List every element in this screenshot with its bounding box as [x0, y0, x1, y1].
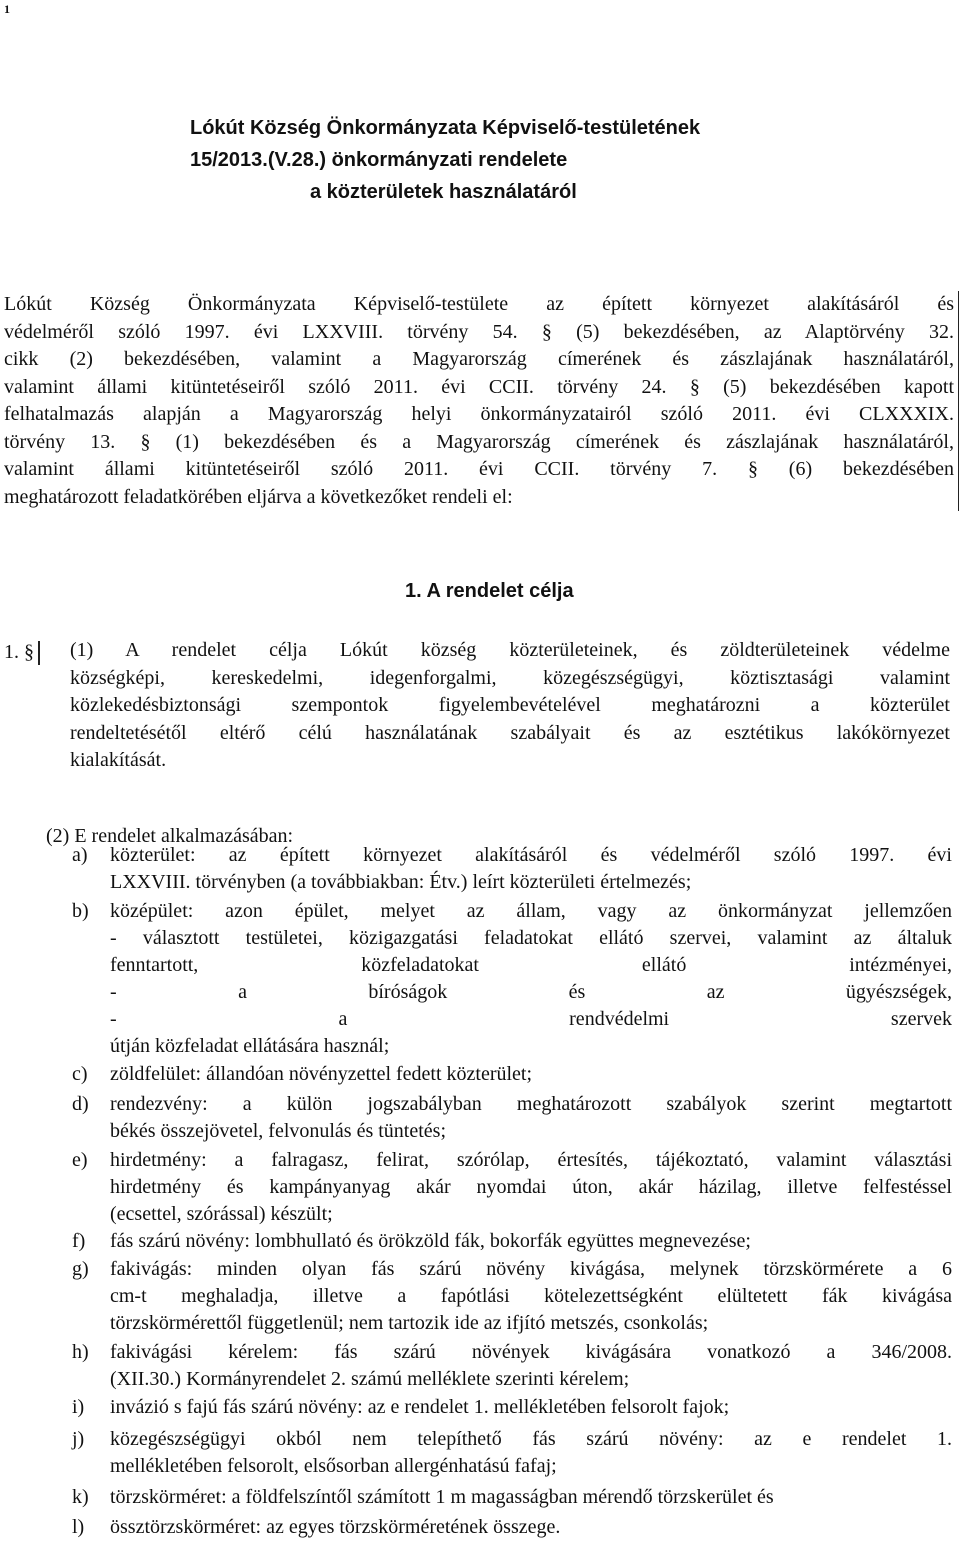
- definition-label: f): [72, 1230, 86, 1252]
- paragraph-line: közlekedésbiztonsági szempontok figyelembevételével meghatározni a közterület: [70, 694, 950, 716]
- definition-line: hirdetmény és kampányanyag akár nyomdai úton, akár házilag, illetve felfestéssel: [110, 1176, 952, 1198]
- definition-line: (XII.30.) Kormányrendelet 2. számú melléklete szerinti kérelem;: [110, 1368, 630, 1390]
- definition-line: mellékletében felsorolt, elsősorban allergénhatású fafaj;: [110, 1455, 557, 1477]
- definition-line: fakivágás: minden olyan fás szárú növény kivágása, melynek törzskörmérete a 6: [110, 1258, 952, 1280]
- definition-line: zöldfelület: állandóan növényzettel fedett közterület;: [110, 1063, 533, 1085]
- paragraph-line: rendeltetésétől eltérő célú használatának szabályait és az esztétikus lakókörnyezet: [70, 721, 950, 744]
- preamble-line: Lókút Község Önkormányzata Képviselő-testülete az épített környezet alakításáról és: [4, 293, 954, 315]
- definition-label: i): [72, 1396, 85, 1418]
- definition-label: j): [72, 1428, 85, 1450]
- paragraph-1: [70, 637, 950, 775]
- definition-line: fás szárú növény: lombhullató és örökzöld fák, bokorfák együttes megnevezése;: [110, 1230, 751, 1252]
- definition-label: b): [72, 900, 89, 922]
- paragraph-2-heading: (2) E rendelet alkalmazásában:: [46, 825, 294, 847]
- definition-line: össztörzskörméret: az egyes törzskörméretének összege.: [110, 1516, 561, 1538]
- preamble-line: valamint állami kitüntetéseiről szóló 2011. évi CCII. törvény 24. § (5) bekezdésében kapott: [4, 375, 954, 398]
- preamble: [4, 291, 959, 511]
- definition-label: g): [72, 1258, 89, 1280]
- definition-line: közterület: az épített környezet alakításáról és védelméről szóló 1997. évi: [110, 844, 952, 866]
- definition-label: h): [72, 1341, 89, 1363]
- definition-line: középület: azon épület, melyet az állam, vagy az önkormányzat jellemzően: [110, 900, 952, 922]
- paragraph-line: községképi, kereskedelmi, idegenforgalmi, közegészségügyi, köztisztasági valamint: [70, 666, 950, 689]
- definition-item: [72, 1484, 952, 1511]
- definition-item: [72, 1514, 952, 1541]
- definition-line: (ecsettel, szórással) készült;: [110, 1203, 333, 1225]
- definition-item: [72, 1147, 952, 1228]
- paragraph-number: [4, 641, 40, 665]
- definition-line: - választott testületei, közigazgatási feladatokat ellátó szervei, valamint az általuk: [110, 927, 952, 949]
- preamble-line: védelméről szóló 1997. évi LXXVIII. törvény 54. § (5) bekezdésében, az Alaptörvény 32.: [4, 320, 954, 343]
- definition-line: fenntartott, közfeladatokat ellátó intézményei,: [110, 954, 952, 976]
- paragraph-line: (1) A rendelet célja Lókút község közterületeinek, és zöldterületeinek védelme: [70, 639, 950, 661]
- margin-bar: [38, 641, 40, 665]
- preamble-line: meghatározott feladatkörében eljárva a következőket rendeli el:: [4, 485, 513, 508]
- definition-line: törzskörméret: a földfelszíntől számított 1 m magasságban mérendő törzskerület és: [110, 1486, 774, 1508]
- definition-item: [72, 1256, 952, 1337]
- definition-line: LXXVIII. törvényben (a továbbiakban: Étv.) leírt közterületi értelmezés;: [110, 871, 692, 893]
- document-title: [190, 112, 930, 208]
- definition-line: békés összejövetel, felvonulás és tüntetés;: [110, 1120, 447, 1142]
- definition-item: [72, 1339, 952, 1393]
- title-line-2: 15/2013.(V.28.) önkormányzati rendelete: [190, 149, 568, 171]
- definition-item: [72, 1426, 952, 1480]
- title-line-1: Lókút Község Önkormányzata Képviselő-testületének: [190, 117, 701, 139]
- title-line-3: a közterületek használatáról: [310, 181, 577, 203]
- definition-label: k): [72, 1486, 89, 1508]
- definition-item: [72, 1061, 952, 1088]
- definition-item: [72, 1394, 952, 1421]
- definition-label: a): [72, 844, 88, 866]
- definition-line: közegészségügyi okból nem telepíthető fás szárú növény: az e rendelet 1.: [110, 1428, 952, 1450]
- preamble-line: cikk (2) bekezdésében, valamint a Magyarország címerének és zászlajának használatáról,: [4, 348, 954, 370]
- definition-line: útján közfeladat ellátására használ;: [110, 1035, 390, 1057]
- definition-line: cm-t meghaladja, illetve a fapótlási kötelezettségként elültetett fák kivágása: [110, 1285, 952, 1307]
- definition-line: törzskörmérettől függetlenül; nem tartozik ide az ifjító metszés, csonkolás;: [110, 1312, 709, 1334]
- definition-line: rendezvény: a külön jogszabályban meghatározott szabályok szerint megtartott: [110, 1093, 952, 1115]
- definition-label: e): [72, 1149, 88, 1171]
- definition-item: [72, 842, 952, 896]
- definition-label: c): [72, 1063, 88, 1085]
- definition-item: [72, 1091, 952, 1145]
- definition-label: l): [72, 1516, 85, 1538]
- preamble-line: valamint állami kitüntetéseiről szóló 2011. évi CCII. törvény 7. § (6) bekezdésében: [4, 458, 954, 480]
- paragraph-number-text: 1. §: [4, 641, 34, 663]
- definition-line: - a bíróságok és az ügyészségek,: [110, 981, 952, 1003]
- definition-line: - a rendvédelmi szervek: [110, 1008, 952, 1030]
- corner-mark: 1: [4, 2, 10, 16]
- preamble-line: törvény 13. § (1) bekezdésében és a Magyarország címerének és zászlajának használatáról,: [4, 430, 954, 453]
- definition-label: d): [72, 1093, 89, 1115]
- definition-line: fakivágási kérelem: fás szárú növények kivágására vonatkozó a 346/2008.: [110, 1341, 952, 1363]
- definition-item: [72, 898, 952, 1060]
- definition-line: hirdetmény: a falragasz, felirat, szórólap, értesítés, tájékoztató, valamint választási: [110, 1149, 952, 1171]
- definition-item: [72, 1228, 952, 1255]
- preamble-line: felhatalmazás alapján a Magyarország helyi önkormányzatairól szóló 2011. évi CLXXXIX.: [4, 403, 954, 425]
- section-title: 1. A rendelet célja: [405, 580, 574, 602]
- definition-line: invázió s fajú fás szárú növény: az e rendelet 1. mellékletében felsorolt fajok;: [110, 1396, 730, 1418]
- paragraph-line: kialakítását.: [70, 749, 167, 771]
